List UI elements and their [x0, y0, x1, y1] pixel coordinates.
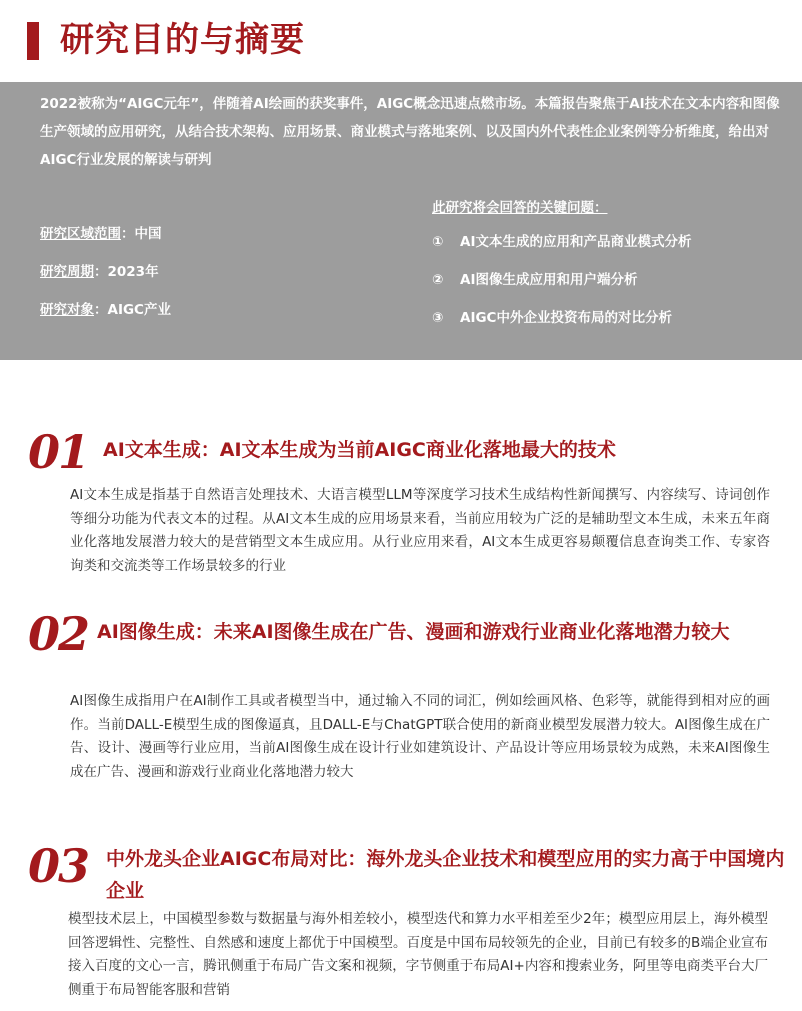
section-number: 02 [28, 607, 89, 661]
section-body: AI文本生成是指基于自然语言处理技术、大语言模型LLM等深度学习技术生成结构性新闻撰写、内容续写、诗词创作等细分功能为代表文本的过程。从AI文本生成的应用场景来看，当前应用较为广泛的是辅助型文本生成，未来五年商业化落地发展潜力较大的是营销型文本生成应用。从行业应用来看，AI文本生成更容易颠覆信息查询类工作、专家咨询类和交流类等工作场景较多的行业 [70, 487, 770, 574]
title-accent-bar [27, 22, 39, 60]
question-number: ① [432, 234, 444, 250]
section-body: 模型技术层上，中国模型参数与数据量与海外相差较小，模型迭代和算力水平相差至少2年；模型应用层上，海外模型回答逻辑性、完整性、自然感和速度上都优于中国模型。百度是中国布局较领先的企业，目前已有较多的B端企业宣布接入百度的文心一言，腾讯侧重于布局广告文案和视频，字节侧重于布局AI+内容和搜索业务，阿里等电商类平台大厂侧重于布局智能客服和营销 [68, 911, 768, 998]
meta-object-label: 研究对象 [40, 302, 94, 318]
question-item [432, 230, 691, 268]
meta-object-value: ：AIGC产业 [94, 302, 171, 318]
meta-region-value: ：中国 [121, 226, 162, 242]
meta-object [40, 298, 171, 336]
page-title: 研究目的与摘要 [60, 20, 305, 60]
questions-heading: 此研究将会回答的关键问题： [432, 200, 608, 216]
meta-region-label: 研究区域范围 [40, 226, 121, 242]
meta-period-label: 研究周期 [40, 264, 94, 280]
question-text: AI文本生成的应用和产品商业模式分析 [460, 234, 692, 250]
question-text: AIGC中外企业投资布局的对比分析 [460, 310, 672, 326]
section-number: 03 [28, 839, 89, 893]
questions-list [432, 230, 691, 344]
meta-period-value: ：2023年 [94, 264, 159, 280]
key-questions [432, 196, 691, 344]
section-number: 01 [28, 425, 89, 479]
research-meta-list [40, 222, 171, 336]
meta-period [40, 260, 171, 298]
section-title: AI图像生成：未来AI图像生成在广告、漫画和游戏行业商业化落地潜力较大 [97, 621, 730, 643]
section-title: 中外龙头企业AIGC布局对比：海外龙头企业技术和模型应用的实力高于中国境内企业 [106, 848, 785, 902]
question-item [432, 268, 691, 306]
question-item [432, 306, 691, 344]
section-body: AI图像生成指用户在AI制作工具或者模型当中，通过输入不同的词汇，例如绘画风格、色彩等，就能得到相对应的画作。当前DALL-E模型生成的图像逼真，且DALL-E与ChatGPT联合使用的新商业模型发展潜力较大。AI图像生成在广告、设计、漫画等行业应用，当前AI图像生成在设计行业如建筑设计、产品设计等应用场景较为成熟，未来AI图像生成在广告、漫画和游戏行业商业化落地潜力较大 [70, 693, 770, 780]
summary-intro: 2022被称为“AIGC元年”，伴随着AI绘画的获奖事件，AIGC概念迅速点燃市场。本篇报告聚焦于AI技术在文本内容和图像生产领域的应用研究，从结合技术架构、应用场景、商业模式与落地案例、以及国内外代表性企业案例等分析维度，给出对AIGC行业发展的解读与研判 [40, 96, 780, 168]
section-title: AI文本生成：AI文本生成为当前AIGC商业化落地最大的技术 [103, 439, 616, 461]
question-number: ② [432, 272, 444, 288]
summary-panel [0, 82, 802, 360]
meta-region [40, 222, 171, 260]
question-number: ③ [432, 310, 444, 326]
question-text: AI图像生成应用和用户端分析 [460, 272, 638, 288]
